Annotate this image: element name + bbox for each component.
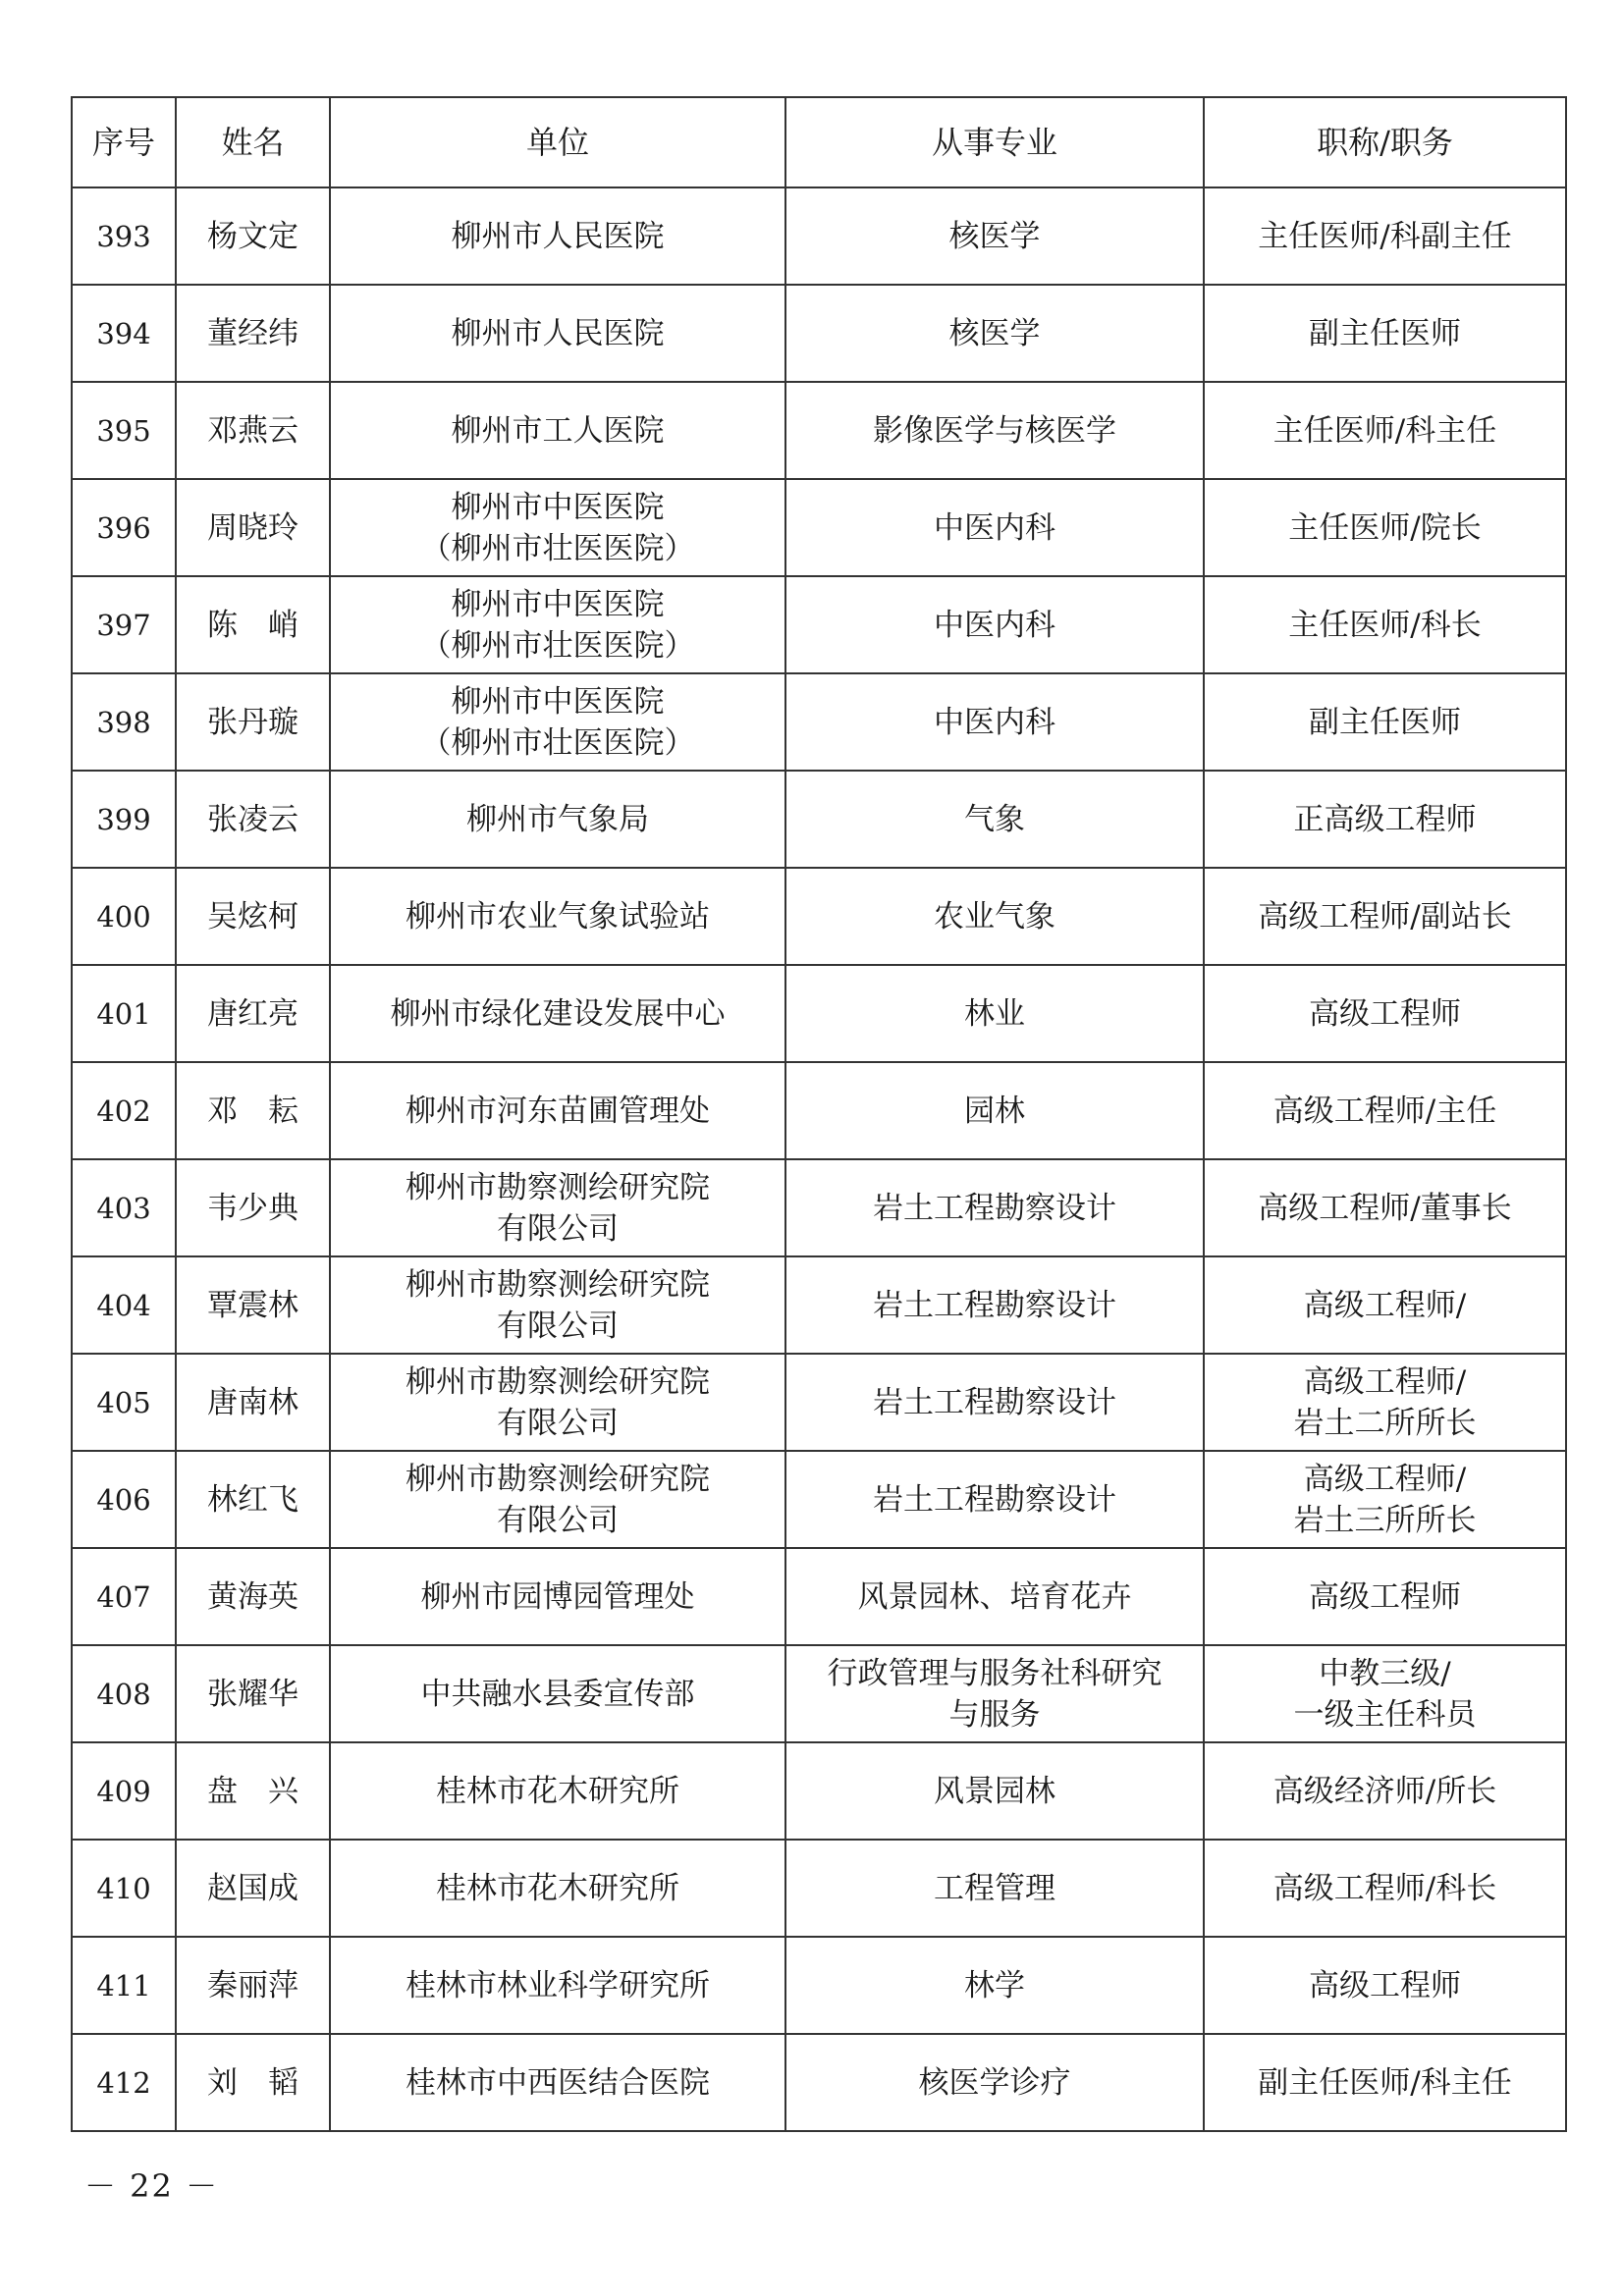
cell-unit-line: 柳州市人民医院 [451, 218, 665, 254]
cell-title-position [1204, 965, 1566, 1062]
cell-title-position-line: 高级工程师/ [1303, 1461, 1467, 1497]
cell-serial-number: 398 [72, 673, 176, 771]
cell-serial-number: 399 [72, 771, 176, 868]
cell-specialty-line: 风景园林、培育花卉 [857, 1578, 1132, 1615]
cell-unit [330, 1548, 785, 1645]
table-row [72, 1062, 1566, 1159]
table-row [72, 1451, 1566, 1548]
header-name: 姓名 [176, 97, 330, 187]
cell-unit-line: 柳州市勘察测绘研究院 [406, 1169, 710, 1205]
cell-title-position [1204, 1451, 1566, 1548]
cell-title-position-line: 正高级工程师 [1293, 801, 1477, 837]
cell-specialty [785, 965, 1204, 1062]
cell-title-position [1204, 868, 1566, 965]
cell-title-position-line: 高级工程师/主任 [1272, 1093, 1497, 1129]
table-row [72, 1354, 1566, 1451]
cell-title-position [1204, 1840, 1566, 1937]
cell-title-position [1204, 285, 1566, 382]
cell-specialty-line: 风景园林 [934, 1773, 1055, 1809]
cell-unit-line: 柳州市绿化建设发展中心 [390, 995, 726, 1032]
cell-specialty-line: 影像医学与核医学 [873, 412, 1116, 449]
cell-title-position [1204, 187, 1566, 285]
cell-unit-line: 有限公司 [497, 1405, 619, 1441]
cell-name: 刘 韬 [176, 2034, 330, 2131]
cell-name: 陈 峭 [176, 576, 330, 673]
cell-specialty-line: 园林 [964, 1093, 1025, 1129]
cell-unit [330, 382, 785, 479]
cell-unit-line: （柳州市壮医医院） [420, 627, 695, 664]
table-row [72, 1256, 1566, 1354]
cell-name: 杨文定 [176, 187, 330, 285]
cell-title-position [1204, 1256, 1566, 1354]
cell-unit-line: 柳州市勘察测绘研究院 [406, 1363, 710, 1400]
cell-title-position-line: 高级经济师/所长 [1272, 1773, 1497, 1809]
cell-unit [330, 1645, 785, 1742]
table-row [72, 673, 1566, 771]
cell-specialty [785, 1840, 1204, 1937]
cell-name: 董经纬 [176, 285, 330, 382]
cell-unit-line: 柳州市中医医院 [451, 683, 665, 720]
cell-specialty [785, 1159, 1204, 1256]
cell-specialty [785, 1354, 1204, 1451]
cell-name: 秦丽萍 [176, 1937, 330, 2034]
cell-title-position-line: 高级工程师/董事长 [1258, 1190, 1512, 1226]
cell-name: 黄海英 [176, 1548, 330, 1645]
cell-specialty [785, 479, 1204, 576]
cell-unit [330, 673, 785, 771]
cell-unit-line: 柳州市勘察测绘研究院 [406, 1461, 710, 1497]
table-row [72, 1548, 1566, 1645]
cell-title-position [1204, 2034, 1566, 2131]
cell-title-position-line: 高级工程师 [1309, 1578, 1461, 1615]
cell-unit-line: 桂林市花木研究所 [436, 1870, 679, 1906]
page-number: － 22 － [84, 2167, 220, 2205]
cell-specialty [785, 1645, 1204, 1742]
cell-title-position-line: 一级主任科员 [1293, 1696, 1477, 1733]
cell-title-position-line: 副主任医师 [1309, 704, 1461, 740]
cell-specialty [785, 576, 1204, 673]
cell-specialty-line: 岩土工程勘察设计 [873, 1190, 1116, 1226]
cell-unit [330, 1256, 785, 1354]
cell-title-position-line: 岩土二所所长 [1293, 1405, 1477, 1441]
cell-serial-number: 394 [72, 285, 176, 382]
cell-specialty [785, 673, 1204, 771]
table-row [72, 187, 1566, 285]
table-row [72, 382, 1566, 479]
cell-name: 张凌云 [176, 771, 330, 868]
cell-specialty [785, 2034, 1204, 2131]
cell-title-position-line: 主任医师/科长 [1288, 607, 1482, 643]
cell-unit-line: 柳州市气象局 [466, 801, 649, 837]
cell-title-position-line: 岩土三所所长 [1293, 1502, 1477, 1538]
cell-title-position [1204, 1645, 1566, 1742]
cell-specialty [785, 1937, 1204, 2034]
cell-serial-number: 406 [72, 1451, 176, 1548]
cell-title-position [1204, 576, 1566, 673]
cell-name: 盘 兴 [176, 1742, 330, 1840]
cell-specialty-line: 核医学 [948, 218, 1041, 254]
cell-unit [330, 1742, 785, 1840]
cell-unit-line: 有限公司 [497, 1308, 619, 1344]
cell-unit [330, 1354, 785, 1451]
cell-specialty [785, 1548, 1204, 1645]
cell-specialty-line: 与服务 [948, 1696, 1041, 1733]
cell-unit-line: 桂林市林业科学研究所 [406, 1967, 710, 2003]
cell-name: 张丹璇 [176, 673, 330, 771]
cell-serial-number: 395 [72, 382, 176, 479]
cell-unit-line: 柳州市勘察测绘研究院 [406, 1266, 710, 1303]
table-row [72, 1840, 1566, 1937]
cell-specialty-line: 岩土工程勘察设计 [873, 1481, 1116, 1518]
cell-unit-line: 柳州市人民医院 [451, 315, 665, 351]
cell-serial-number: 409 [72, 1742, 176, 1840]
cell-unit [330, 479, 785, 576]
header-row [72, 97, 1566, 187]
cell-specialty [785, 771, 1204, 868]
table-body [72, 187, 1566, 2131]
cell-name: 林红飞 [176, 1451, 330, 1548]
table-row [72, 965, 1566, 1062]
cell-specialty-line: 农业气象 [934, 898, 1055, 934]
cell-title-position [1204, 771, 1566, 868]
cell-serial-number: 405 [72, 1354, 176, 1451]
cell-specialty-line: 工程管理 [934, 1870, 1055, 1906]
header-title-position: 职称/职务 [1204, 97, 1566, 187]
table-row [72, 1937, 1566, 2034]
cell-specialty-line: 林业 [964, 995, 1025, 1032]
cell-unit-line: 有限公司 [497, 1502, 619, 1538]
cell-specialty [785, 868, 1204, 965]
cell-unit [330, 2034, 785, 2131]
table-row [72, 576, 1566, 673]
cell-specialty [785, 1062, 1204, 1159]
cell-name: 张耀华 [176, 1645, 330, 1742]
cell-specialty [785, 1451, 1204, 1548]
cell-title-position-line: 高级工程师/ [1303, 1287, 1467, 1323]
cell-unit [330, 1451, 785, 1548]
cell-title-position-line: 高级工程师 [1309, 995, 1461, 1032]
cell-specialty-line: 中医内科 [934, 509, 1055, 546]
cell-unit [330, 1062, 785, 1159]
cell-title-position-line: 主任医师/院长 [1288, 509, 1482, 546]
cell-title-position-line: 副主任医师/科主任 [1258, 2064, 1512, 2101]
cell-name: 唐红亮 [176, 965, 330, 1062]
cell-unit-line: 柳州市中医医院 [451, 586, 665, 622]
cell-serial-number: 396 [72, 479, 176, 576]
cell-name: 邓 耘 [176, 1062, 330, 1159]
cell-name: 韦少典 [176, 1159, 330, 1256]
cell-title-position [1204, 1354, 1566, 1451]
cell-specialty-line: 行政管理与服务社科研究 [827, 1655, 1163, 1691]
cell-title-position-line: 高级工程师/副站长 [1258, 898, 1512, 934]
cell-unit [330, 771, 785, 868]
cell-serial-number: 403 [72, 1159, 176, 1256]
cell-unit-line: 中共融水县委宣传部 [420, 1676, 695, 1712]
table-row [72, 285, 1566, 382]
cell-serial-number: 411 [72, 1937, 176, 2034]
cell-title-position [1204, 673, 1566, 771]
cell-serial-number: 401 [72, 965, 176, 1062]
cell-unit-line: （柳州市壮医医院） [420, 724, 695, 761]
cell-specialty-line: 林学 [964, 1967, 1025, 2003]
cell-serial-number: 397 [72, 576, 176, 673]
cell-unit-line: 柳州市园博园管理处 [420, 1578, 695, 1615]
cell-title-position [1204, 1937, 1566, 2034]
cell-title-position [1204, 382, 1566, 479]
cell-specialty-line: 核医学诊疗 [918, 2064, 1071, 2101]
cell-specialty [785, 382, 1204, 479]
cell-specialty-line: 中医内科 [934, 704, 1055, 740]
cell-title-position-line: 中教三级/ [1319, 1655, 1451, 1691]
cell-name: 赵国成 [176, 1840, 330, 1937]
cell-specialty-line: 气象 [964, 801, 1025, 837]
table-row [72, 479, 1566, 576]
header-serial-number: 序号 [72, 97, 176, 187]
cell-unit [330, 187, 785, 285]
cell-unit [330, 1159, 785, 1256]
cell-unit [330, 965, 785, 1062]
cell-title-position-line: 高级工程师/科长 [1272, 1870, 1497, 1906]
cell-title-position-line: 主任医师/科主任 [1272, 412, 1497, 449]
cell-unit-line: 柳州市农业气象试验站 [406, 898, 710, 934]
cell-title-position-line: 高级工程师 [1309, 1967, 1461, 2003]
cell-serial-number: 402 [72, 1062, 176, 1159]
cell-specialty-line: 岩土工程勘察设计 [873, 1384, 1116, 1420]
cell-title-position [1204, 1159, 1566, 1256]
cell-title-position [1204, 1548, 1566, 1645]
cell-unit-line: 桂林市花木研究所 [436, 1773, 679, 1809]
cell-unit-line: （柳州市壮医医院） [420, 530, 695, 566]
cell-title-position-line: 高级工程师/ [1303, 1363, 1467, 1400]
cell-unit [330, 285, 785, 382]
cell-unit [330, 1840, 785, 1937]
cell-serial-number: 407 [72, 1548, 176, 1645]
cell-unit-line: 柳州市中医医院 [451, 489, 665, 525]
cell-serial-number: 404 [72, 1256, 176, 1354]
cell-serial-number: 410 [72, 1840, 176, 1937]
roster-table [71, 96, 1567, 2132]
cell-serial-number: 408 [72, 1645, 176, 1742]
cell-unit-line: 柳州市工人医院 [451, 412, 665, 449]
cell-unit [330, 1937, 785, 2034]
cell-title-position-line: 副主任医师 [1309, 315, 1461, 351]
cell-specialty-line: 岩土工程勘察设计 [873, 1287, 1116, 1323]
table-row [72, 771, 1566, 868]
cell-specialty [785, 1256, 1204, 1354]
cell-unit-line: 桂林市中西医结合医院 [406, 2064, 710, 2101]
cell-unit-line: 有限公司 [497, 1210, 619, 1247]
cell-specialty [785, 187, 1204, 285]
cell-name: 邓燕云 [176, 382, 330, 479]
header-unit: 单位 [330, 97, 785, 187]
cell-serial-number: 393 [72, 187, 176, 285]
table-header [72, 97, 1566, 187]
table-row [72, 868, 1566, 965]
cell-title-position-line: 主任医师/科副主任 [1258, 218, 1512, 254]
cell-name: 覃震林 [176, 1256, 330, 1354]
cell-unit [330, 576, 785, 673]
cell-serial-number: 412 [72, 2034, 176, 2131]
cell-title-position [1204, 479, 1566, 576]
cell-name: 吴炫柯 [176, 868, 330, 965]
cell-serial-number: 400 [72, 868, 176, 965]
cell-unit-line: 柳州市河东苗圃管理处 [406, 1093, 710, 1129]
table-row [72, 1159, 1566, 1256]
cell-title-position [1204, 1062, 1566, 1159]
cell-title-position [1204, 1742, 1566, 1840]
header-specialty: 从事专业 [785, 97, 1204, 187]
cell-name: 周晓玲 [176, 479, 330, 576]
cell-name: 唐南林 [176, 1354, 330, 1451]
cell-specialty [785, 285, 1204, 382]
cell-specialty-line: 中医内科 [934, 607, 1055, 643]
table-row [72, 1645, 1566, 1742]
cell-unit [330, 868, 785, 965]
table-row [72, 2034, 1566, 2131]
cell-specialty-line: 核医学 [948, 315, 1041, 351]
cell-specialty [785, 1742, 1204, 1840]
table-row [72, 1742, 1566, 1840]
